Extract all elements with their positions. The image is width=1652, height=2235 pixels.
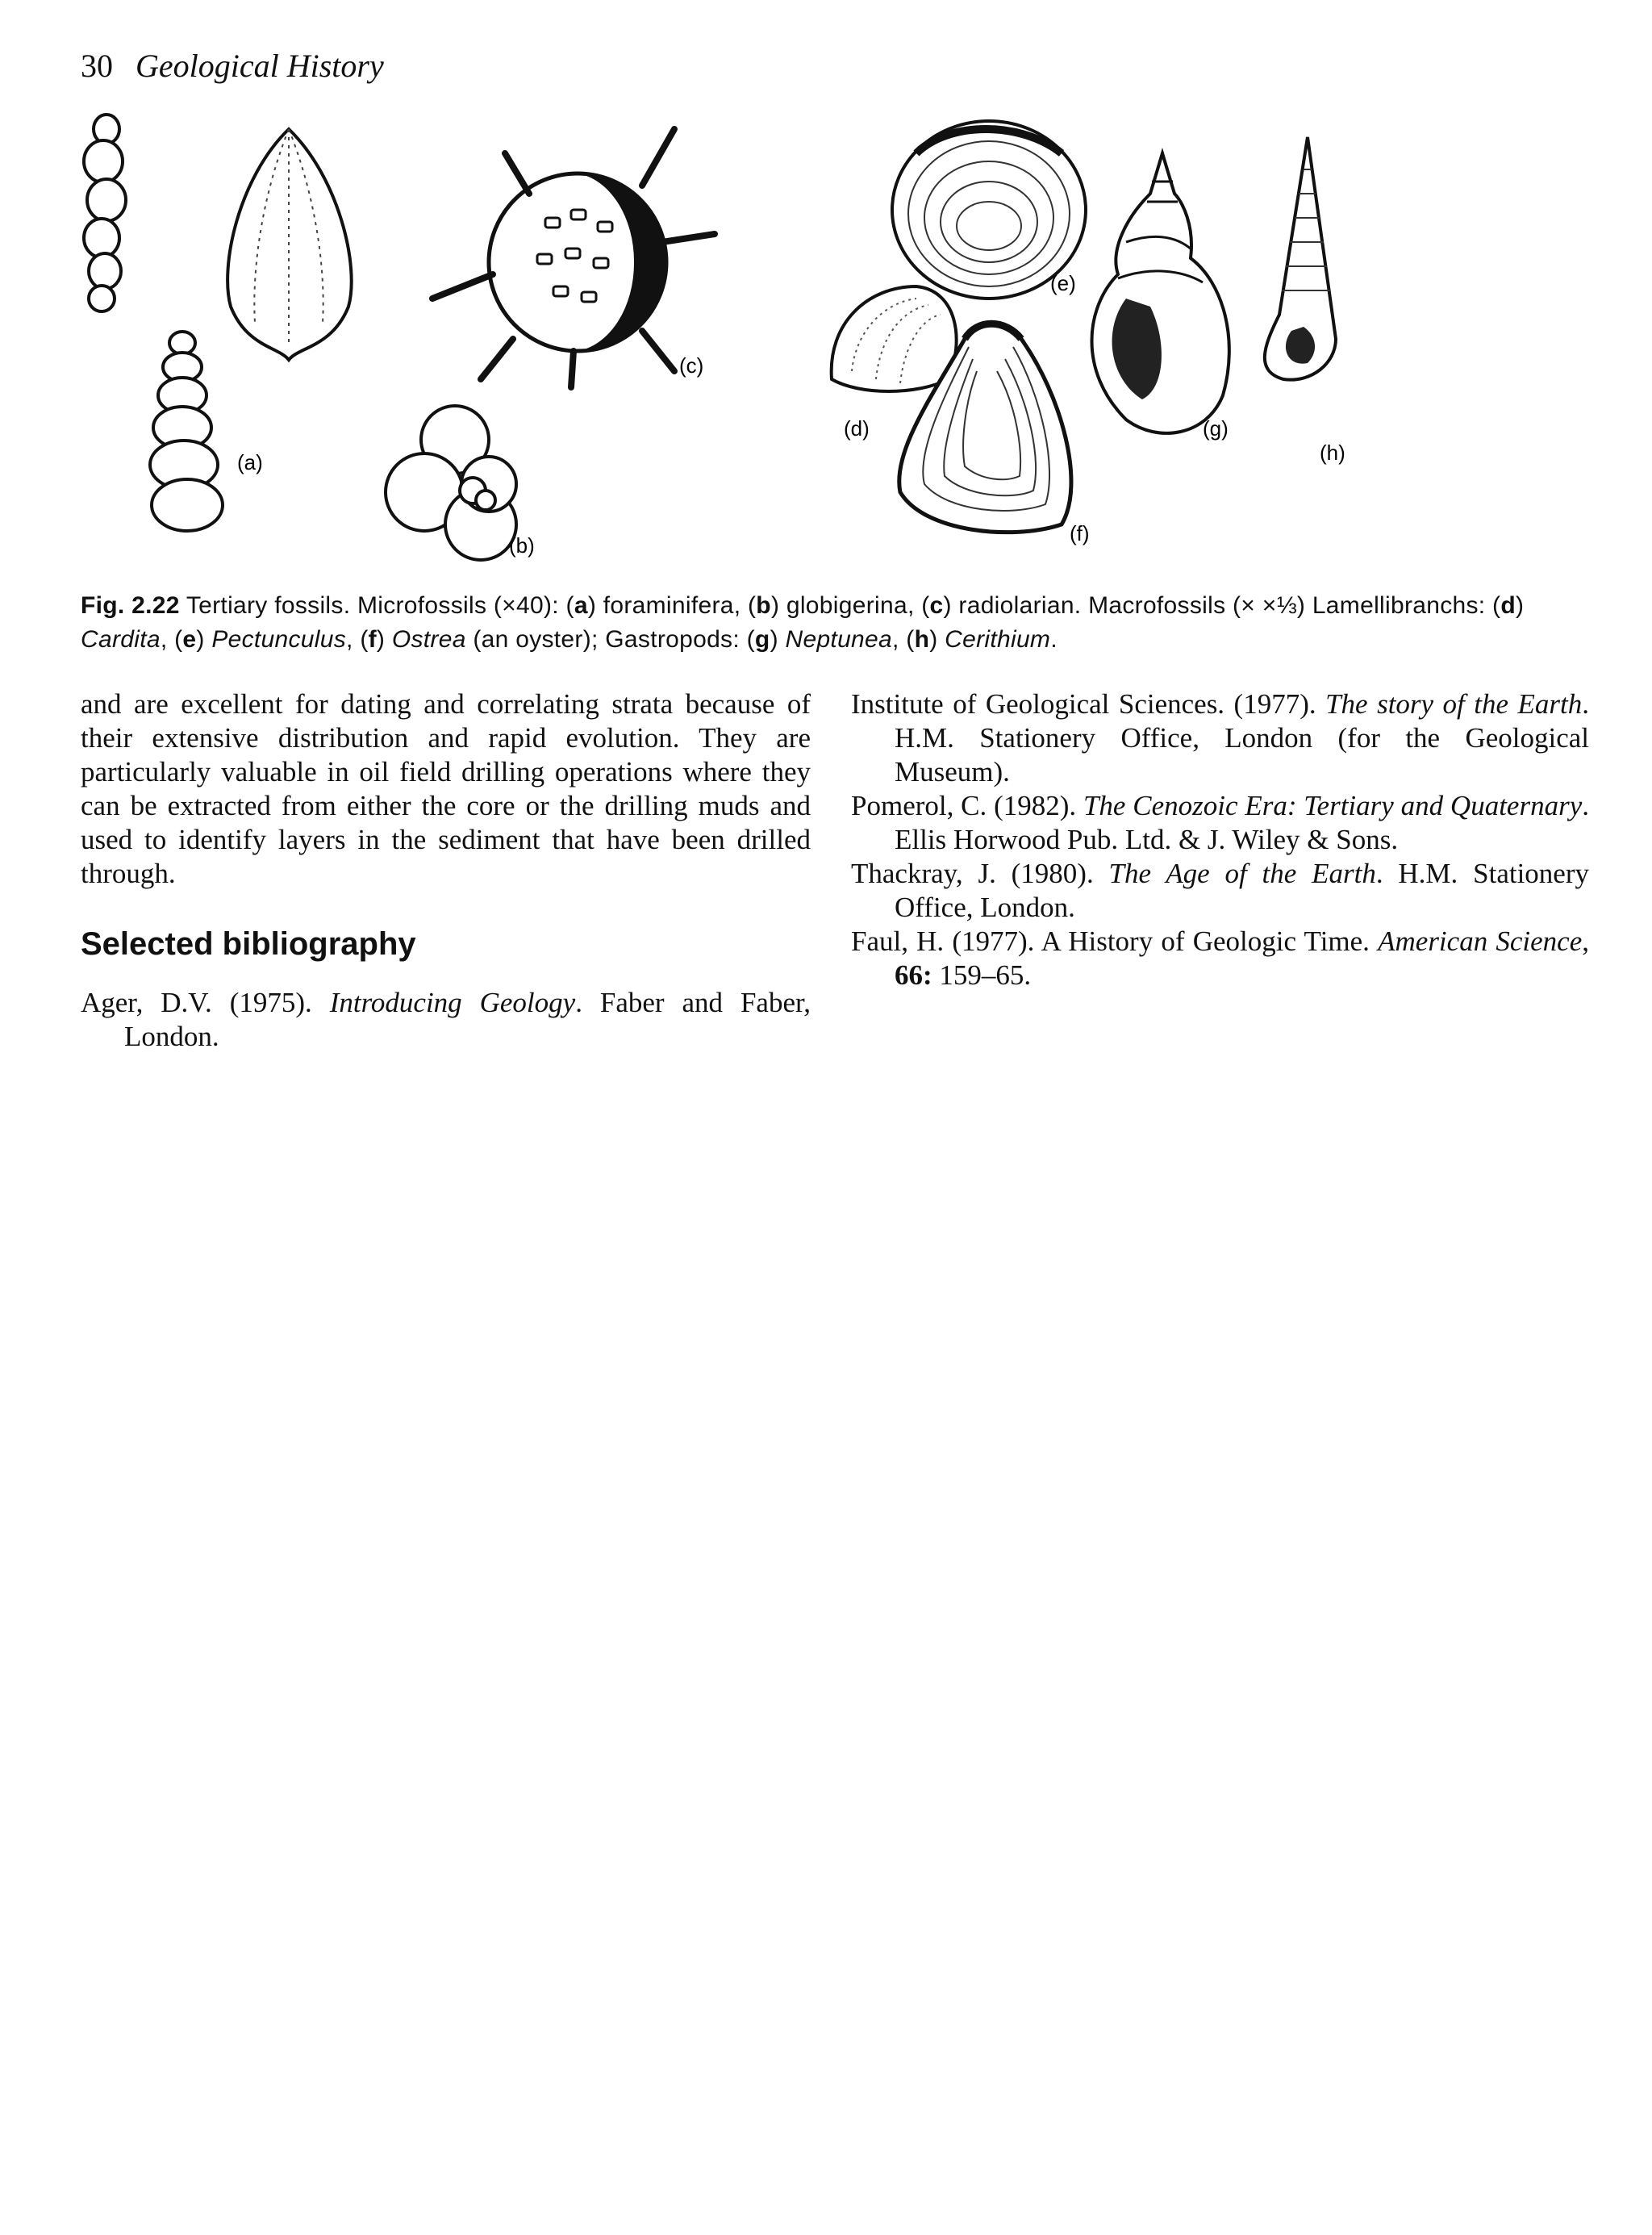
caption-text: (an oyster); Gastropods: ( [465,626,755,653]
lenticular-foraminifera-illustration [227,129,352,360]
bib-entry-faul [851,925,1589,992]
caption-letter: c [929,592,944,619]
page-number: 30 [81,48,113,84]
bib-entry-igs [851,687,1589,789]
running-title: Geological History [136,48,384,84]
label-f: (f) [1070,521,1090,545]
caption-taxon: Ostrea [391,626,466,653]
caption-fig-number: 2.22 [131,592,180,619]
bib-entry-pomerol [851,789,1589,857]
caption-text: ) globigerina, ( [770,592,930,619]
bib-entry-thackray [851,857,1589,925]
caption-fig-label: Fig. [81,592,125,619]
caption-letter: a [574,592,588,619]
caption-letter: d [1500,592,1516,619]
bib-author: Pomerol, C. (1982). [851,790,1083,821]
caption-text: , ( [160,626,183,653]
caption-taxon: Neptunea [785,626,893,653]
label-d: (d) [844,416,870,441]
caption-text: ) [770,626,786,653]
right-column [851,687,1589,992]
foraminifera-spire-illustration [150,332,223,531]
bib-publisher: . Faber and Faber, London. [124,987,811,1052]
fossil-illustrations [77,105,1586,565]
label-c: (c) [679,353,704,378]
bib-volume: 66: [895,959,932,991]
bib-publisher: . H.M. Stationery Office, London (for the Geological Museum). [895,688,1589,787]
label-e: (e) [1050,271,1076,295]
caption-letter: f [368,626,377,653]
bib-publisher: . H.M. Stationery Office, London. [895,858,1589,923]
bibliography-heading: Selected bibliography [81,926,416,962]
bib-separator: , [1582,925,1589,957]
bib-author: Ager, D.V. (1975). [81,987,330,1018]
cardita-illustration [832,286,957,391]
foraminifera-chain-illustration [84,115,126,311]
caption-letter: g [754,626,770,653]
label-g: (g) [1203,416,1229,441]
bib-title: The Age of the Earth [1108,858,1376,889]
bib-author: Institute of Geological Sciences. (1977). [851,688,1326,720]
caption-text: ) [1516,592,1525,619]
globigerina-illustration [386,406,516,560]
caption-letter: b [756,592,771,619]
label-h: (h) [1320,441,1345,465]
fossil-figure [77,105,1586,565]
bib-entry-ager [81,986,811,1054]
running-head [81,47,384,85]
label-a: (a) [237,450,263,474]
left-column [81,687,811,1054]
caption-text: Tertiary fossils. Microfossils (×40): ( [179,592,574,619]
caption-taxon: Cardita [81,626,161,653]
caption-text: ) radiolarian. Macrofossils (× ×⅓) Lamellibranchs: ( [943,592,1501,619]
caption-letter: h [914,626,930,653]
caption-text: , ( [346,626,369,653]
caption-text: . [1050,626,1058,653]
bib-publisher: . Ellis Horwood Pub. Ltd. & J. Wiley & Sons. [895,790,1589,855]
bib-author: Faul, H. (1977). A History of Geologic Time. [851,925,1379,957]
body-paragraph: and are excellent for dating and correlating strata because of their extensive distribution and rapid evolution. They are particularly valuable in oil field drilling operations where they can be extracted from either the core or the drilling muds and used to identify layers in the sediment that have been drilled through. [81,688,811,889]
caption-letter: e [182,626,197,653]
caption-taxon: Cerithium [945,626,1051,653]
caption-text: , ( [892,626,915,653]
bib-journal: American Science [1378,925,1583,957]
caption-text: ) [196,626,212,653]
bib-title: The Cenozoic Era: Tertiary and Quaternary [1083,790,1583,821]
caption-text: ) [929,626,945,653]
radiolarian-illustration [432,129,715,387]
bib-author: Thackray, J. (1980). [851,858,1109,889]
caption-text: ) [376,626,392,653]
cerithium-illustration [1265,137,1336,380]
figure-caption [81,589,1589,657]
bib-title: Introducing Geology [329,987,576,1018]
neptunea-illustration [1092,153,1229,433]
caption-taxon: Pectunculus [211,626,347,653]
bib-title: The story of the Earth [1325,688,1583,720]
bib-pages: 159–65. [932,959,1032,991]
label-b: (b) [509,533,535,558]
caption-text: ) foraminifera, ( [587,592,757,619]
